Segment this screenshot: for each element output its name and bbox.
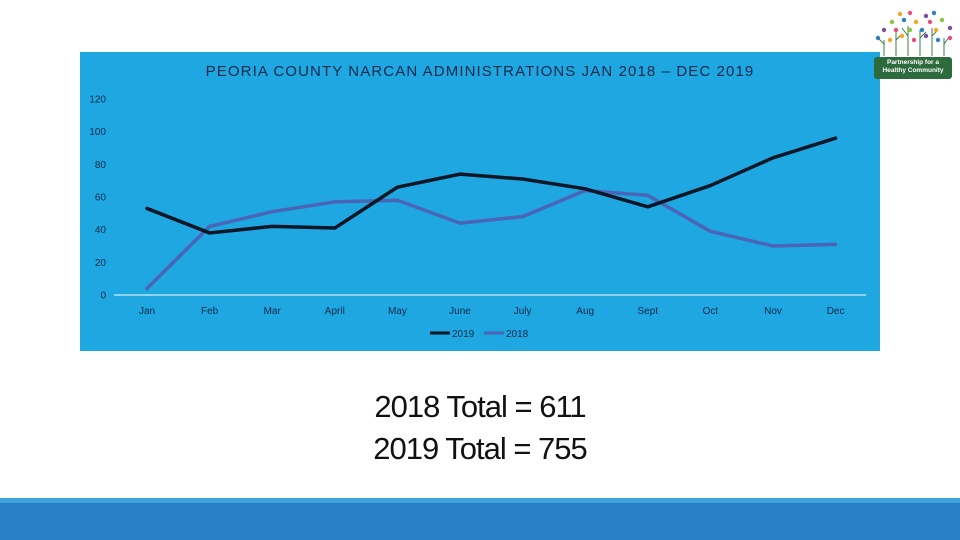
x-axis-ticks (139, 306, 845, 317)
tree-dots-icon (870, 10, 956, 58)
y-tick-label: 0 (100, 290, 106, 302)
y-tick-label: 60 (94, 192, 106, 204)
x-tick-label: Nov (764, 306, 782, 317)
x-tick-label: Aug (576, 306, 595, 317)
series-line-2018 (147, 190, 836, 288)
x-tick-label: Feb (200, 306, 219, 317)
y-axis-ticks (89, 95, 106, 302)
footer-accent-strip (0, 498, 960, 503)
y-tick-label: 80 (94, 159, 106, 171)
totals-block (0, 386, 960, 470)
logo-wordmark (874, 57, 952, 79)
x-tick-label: April (324, 306, 345, 317)
logo-line-1: Partnership for a (886, 59, 939, 66)
x-tick-label: May (387, 306, 407, 317)
y-tick-label: 20 (94, 257, 106, 269)
y-tick-label: 120 (89, 94, 106, 106)
partnership-logo (870, 10, 956, 80)
chart-title: PEORIA COUNTY NARCAN ADMINISTRATIONS JAN 2018 – DEC 2019 (205, 63, 755, 80)
x-tick-label: June (449, 306, 471, 317)
x-tick-label: Oct (702, 306, 719, 317)
x-tick-label: Dec (826, 306, 845, 317)
line-chart (80, 52, 880, 351)
x-tick-label: July (513, 306, 532, 317)
legend (430, 329, 529, 340)
legend-label-2018: 2018 (506, 329, 529, 340)
legend-label-2019: 2019 (452, 329, 475, 340)
x-tick-label: Jan (138, 306, 156, 317)
footer-band (0, 498, 960, 540)
total-2019-text: 2019 Total = 755 (373, 431, 587, 466)
y-tick-label: 100 (89, 127, 106, 139)
y-tick-label: 40 (94, 225, 106, 237)
series-lines (147, 138, 836, 288)
x-tick-label: Sept (637, 306, 659, 317)
total-2018-text: 2018 Total = 611 (374, 389, 586, 424)
chart-panel (80, 52, 880, 351)
logo-line-2: Healthy Community (882, 67, 944, 74)
x-tick-label: Mar (263, 306, 281, 317)
